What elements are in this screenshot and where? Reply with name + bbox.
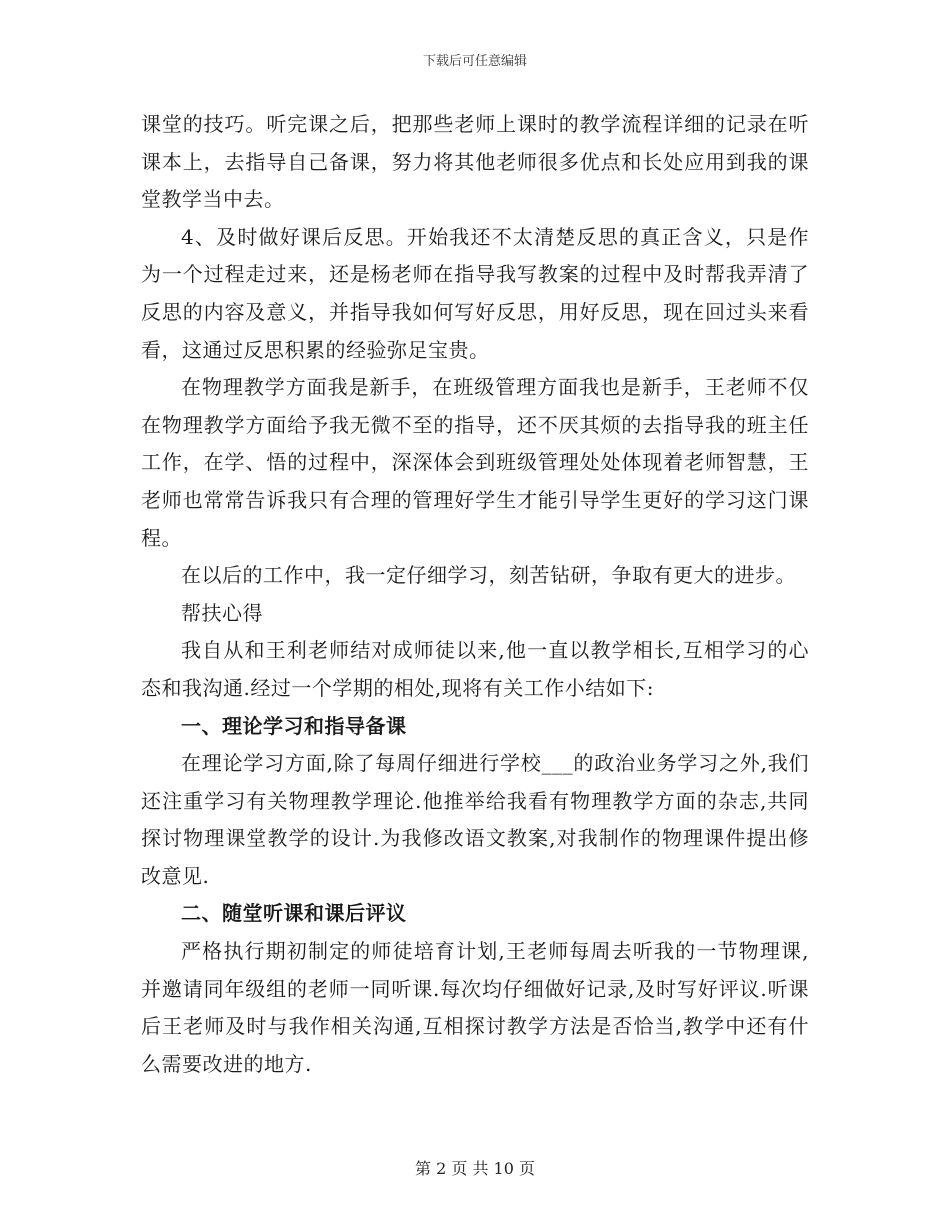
document-body	[141, 106, 809, 1083]
paragraph: 在理论学习方面,除了每周仔细进行学校___的政治业务学习之外,我们还注重学习有关物理教学理论.他推举给我看有物理教学方面的杂志,共同探讨物理课堂教学的设计.为我修改语文教案,对我制作的物理课件提出修改意见.	[141, 751, 809, 888]
paragraph: 在以后的工作中，我一定仔细学习，刻苦钻研，争取有更大的进步。	[181, 563, 796, 588]
paragraph: 在物理教学方面我是新手，在班级管理方面我也是新手，王老师不仅在物理教学方面给予我无微不至的指导，还不厌其烦的去指导我的班主任工作，在学、悟的过程中，深深体会到班级管理处处体现着老师智慧，王老师也常常告诉我只有合理的管理好学生才能引导学生更好的学习这门课程。	[141, 375, 809, 550]
paragraph: 严格执行期初制定的师徒培育计划,王老师每周去听我的一节物理课,并邀请同年级组的老师一同听课.每次均仔细做好记录,及时写好评议.听课后王老师及时与我作相关沟通,互相探讨教学方法是否恰当,教学中还有什么需要改进的地方.	[141, 939, 809, 1076]
page-header: 下载后可任意编辑	[422, 54, 527, 69]
paragraph: 4、及时做好课后反思。开始我还不太清楚反思的真正含义，只是作为一个过程走过来，还是杨老师在指导我写教案的过程中及时帮我弄清了反思的内容及意义，并指导我如何写好反思，用好反思，现在回过头来看看，这通过反思积累的经验弥足宝贵。	[141, 224, 809, 362]
section-title: 帮扶心得	[181, 600, 263, 625]
section-heading: 一、理论学习和指导备课	[181, 713, 407, 738]
section-heading: 二、随堂听课和课后评议	[181, 901, 407, 926]
paragraph: 我自从和王利老师结对成师徒以来,他一直以教学相长,互相学习的心态和我沟通.经过一个学期的相处,现将有关工作小结如下:	[141, 638, 809, 700]
paragraph: 课堂的技巧。听完课之后，把那些老师上课时的教学流程详细的记录在听课本上，去指导自己备课，努力将其他老师很多优点和长处应用到我的课堂教学当中去。	[141, 112, 809, 212]
page-number: 第 2 页 共 10 页	[415, 1159, 535, 1178]
